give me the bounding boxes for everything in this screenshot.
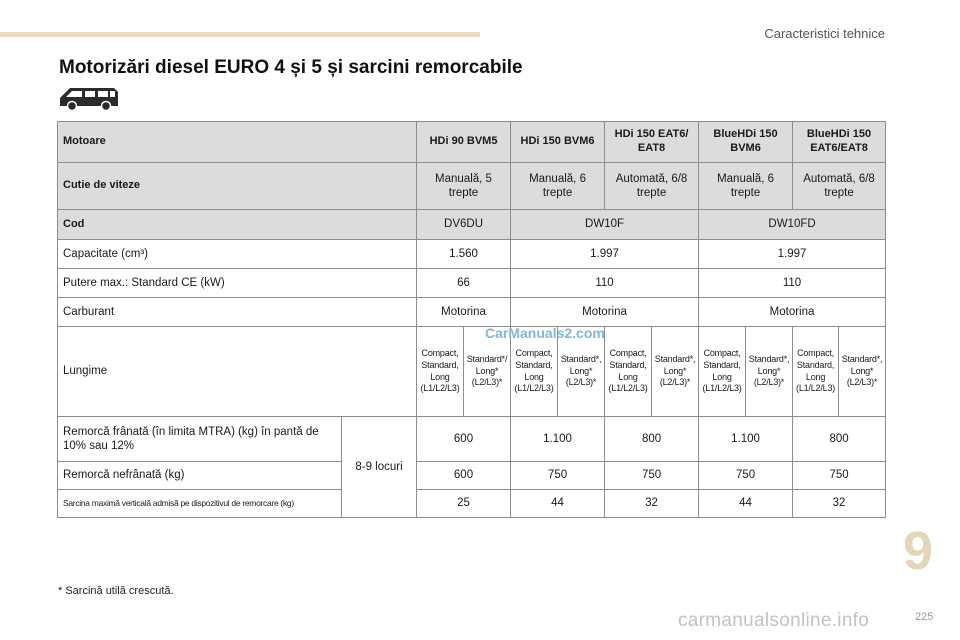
page-title: Motorizări diesel EURO 4 și 5 și sarcini remorcabile [59,57,523,78]
engine-cell: HDi 150 EAT6/ EAT8 [605,122,699,163]
fuel-cell: Motorina [699,298,886,327]
gearbox-label: Cutie de viteze [58,163,417,210]
gearbox-cell: Manuală, 6 trepte [511,163,605,210]
braked-cell: 1.100 [699,417,793,462]
code-cell: DW10FD [699,210,886,240]
length-cell: Compact, Standard, Long (L1/L2/L3) [605,327,652,417]
site-watermark: carmanualsonline.info [678,610,870,631]
unbraked-cell: 750 [699,462,793,490]
noseweight-cell: 32 [793,490,886,518]
code-label: Cod [58,210,417,240]
noseweight-cell: 44 [699,490,793,518]
chapter-number: 9 [903,521,934,581]
power-label: Putere max.: Standard CE (kW) [58,269,417,298]
power-cell: 110 [511,269,699,298]
unbraked-label: Remorcă nefrânată (kg) [58,462,342,490]
gearbox-cell: Manuală, 5 trepte [417,163,511,210]
length-cell: Compact, Standard, Long (L1/L2/L3) [511,327,558,417]
unbraked-cell: 750 [793,462,886,490]
table-row-power [58,269,886,298]
engine-cell: HDi 90 BVM5 [417,122,511,163]
section-label: Caracteristici tehnice [764,26,885,41]
table-row-braked [58,417,886,462]
braked-cell: 600 [417,417,511,462]
fuel-label: Carburant [58,298,417,327]
power-cell: 110 [699,269,886,298]
motor-label: Motoare [58,122,417,163]
gearbox-cell: Automată, 6/8 trepte [605,163,699,210]
van-icon [58,84,120,112]
code-cell: DW10F [511,210,699,240]
watermark: CarManuals2.com [485,325,605,341]
capacity-cell: 1.997 [511,240,699,269]
engine-cell: HDi 150 BVM6 [511,122,605,163]
unbraked-cell: 750 [511,462,605,490]
length-cell: Standard*, Long* (L2/L3)* [746,327,793,417]
unbraked-cell: 750 [605,462,699,490]
footnote: * Sarcină utilă crescută. [58,585,174,597]
table-row-length [58,327,886,417]
engine-cell: BlueHDi 150 EAT6/EAT8 [793,122,886,163]
capacity-cell: 1.997 [699,240,886,269]
length-cell: Standard*/ Long* (L2/L3)* [464,327,511,417]
noseweight-label: Sarcina maximă verticală admisă pe dispozitivul de remorcare (kg) [58,490,342,518]
length-cell: Standard*, Long* (L2/L3)* [839,327,886,417]
unbraked-cell: 600 [417,462,511,490]
braked-cell: 1.100 [511,417,605,462]
page-number: 225 [915,611,934,623]
table-row-engines [58,122,886,163]
length-cell: Standard*, Long* (L2/L3)* [558,327,605,417]
capacity-label: Capacitate (cm³) [58,240,417,269]
specs-table [57,121,886,518]
length-cell: Compact, Standard, Long (L1/L2/L3) [793,327,839,417]
length-cell: Standard*, Long* (L2/L3)* [652,327,699,417]
braked-cell: 800 [793,417,886,462]
braked-label: Remorcă frânată (în limita MTRA) (kg) în pantă de 10% sau 12% [58,417,342,462]
capacity-cell: 1.560 [417,240,511,269]
noseweight-cell: 25 [417,490,511,518]
gearbox-cell: Automată, 6/8 trepte [793,163,886,210]
table-row-capacity [58,240,886,269]
table-row-fuel [58,298,886,327]
table-row-unbraked [58,462,886,490]
length-cell: Compact, Standard, Long (L1/L2/L3) [417,327,464,417]
table-row-gearbox [58,163,886,210]
noseweight-cell: 32 [605,490,699,518]
code-cell: DV6DU [417,210,511,240]
noseweight-cell: 44 [511,490,605,518]
table-row-code [58,210,886,240]
table-row-noseweight [58,490,886,518]
fuel-cell: Motorina [417,298,511,327]
power-cell: 66 [417,269,511,298]
seats-cell: 8-9 locuri [342,417,417,518]
length-cell: Compact, Standard, Long (L1/L2/L3) [699,327,746,417]
header-bar [0,32,480,37]
gearbox-cell: Manuală, 6 trepte [699,163,793,210]
length-label: Lungime [58,327,417,417]
fuel-cell: Motorina [511,298,699,327]
braked-cell: 800 [605,417,699,462]
engine-cell: BlueHDi 150 BVM6 [699,122,793,163]
